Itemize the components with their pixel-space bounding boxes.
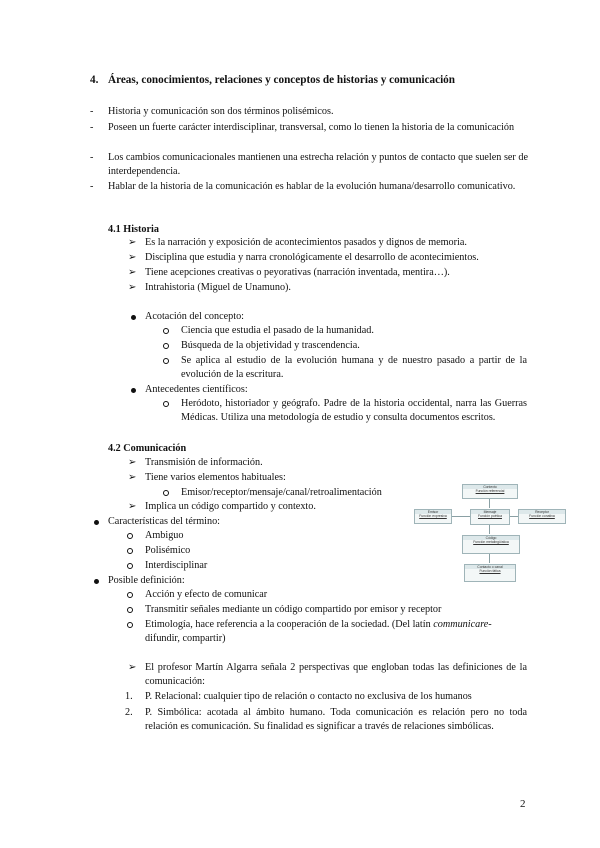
bullet-circle-icon bbox=[163, 328, 169, 334]
bullet-circle-icon bbox=[163, 490, 169, 496]
arrow-bullet-icon: ➢ bbox=[128, 457, 137, 468]
historia-arrow-item: Tiene acepciones creativas o peyorativas (narración inventada, mentira…). bbox=[145, 267, 450, 278]
arrow-bullet-icon: ➢ bbox=[128, 267, 137, 278]
comunicacion-heading: 4.2 Comunicación bbox=[108, 443, 187, 454]
antecedentes-item: Heródoto, historiador y geógrafo. Padre de la historia occidental, narra las Guerras Médicas. Utiliza una metodología de estudio y consulta documentos escritos. bbox=[181, 398, 527, 423]
historia-arrow-item: Intrahistoria (Miguel de Unamuno). bbox=[145, 282, 291, 293]
definicion-label: Posible definición: bbox=[108, 575, 185, 586]
bullet-circle-icon bbox=[163, 343, 169, 349]
historia-arrow-item: Disciplina que estudia y narra cronológicamente el desarrollo de acontecimientos. bbox=[145, 252, 479, 263]
comunicacion-arrow-item: Tiene varios elementos habituales: bbox=[145, 472, 286, 483]
diagram-box-context bbox=[462, 484, 518, 499]
dash-bullet: - bbox=[90, 152, 94, 163]
diagram-box-function: Función fática bbox=[479, 569, 501, 573]
caracteristicas-label: Características del término: bbox=[108, 516, 221, 527]
acotacion-label: Acotación del concepto: bbox=[145, 311, 245, 322]
caracteristica-item: Polisémico bbox=[145, 545, 191, 556]
diagram-box-title: Código bbox=[463, 536, 519, 540]
perspectiva-item: P. Relacional: cualquier tipo de relación o contacto no exclusiva de los humanos bbox=[145, 691, 472, 702]
diagram-box-function: Función poética bbox=[478, 514, 502, 518]
arrow-bullet-icon: ➢ bbox=[128, 282, 137, 293]
section-title: Áreas, conocimientos, relaciones y conceptos de historias y comunicación bbox=[108, 74, 455, 86]
intro-item: Los cambios comunicacionales mantienen una estrecha relación y puntos de contacto que suelen ser de interdependencia. bbox=[108, 152, 528, 177]
bullet-circle-icon bbox=[163, 401, 169, 407]
diagram-box-function: Función expresiva bbox=[419, 514, 447, 518]
communication-diagram bbox=[414, 478, 564, 582]
arrow-bullet-icon: ➢ bbox=[128, 472, 137, 483]
diagram-box-title: Receptor bbox=[519, 510, 565, 514]
elementos-item: Emisor/receptor/mensaje/canal/retroalimentación bbox=[181, 487, 382, 498]
bullet-circle-icon bbox=[127, 607, 133, 613]
bullet-circle-icon bbox=[127, 622, 133, 628]
definicion-item-continuation: difundir, compartir) bbox=[145, 633, 226, 644]
comunicacion-arrow-item: Implica un código compartido y contexto. bbox=[145, 501, 316, 512]
bullet-circle-icon bbox=[163, 358, 169, 364]
diagram-connector bbox=[489, 498, 490, 508]
etimologia-text: Etimología, hace referencia a la cooperación de la sociedad. (Del latín bbox=[145, 619, 434, 630]
arrow-bullet-icon: ➢ bbox=[128, 252, 137, 263]
bullet-circle-icon bbox=[127, 592, 133, 598]
diagram-box-function: Función metalingüística bbox=[473, 540, 509, 544]
intro-item: Hablar de la historia de la comunicación es hablar de la evolución humana/desarrollo comunicativo. bbox=[108, 181, 516, 192]
bullet-circle-icon bbox=[127, 563, 133, 569]
page-number: 2 bbox=[520, 798, 526, 810]
latin-term: communicare- bbox=[433, 619, 492, 630]
definicion-item bbox=[145, 618, 492, 632]
diagram-connector bbox=[489, 524, 490, 534]
diagram-box-title: Contacto o canal bbox=[465, 565, 515, 569]
bullet-dot-icon bbox=[94, 520, 99, 525]
acotacion-item: Se aplica al estudio de la evolución humana y de nuestro pasado a partir de la evolución de la escritura. bbox=[181, 355, 527, 380]
intro-item: Poseen un fuerte carácter interdisciplinar, transversal, como lo tienen la historia de la comunicación bbox=[108, 122, 515, 133]
arrow-bullet-icon: ➢ bbox=[128, 501, 137, 512]
bullet-dot-icon bbox=[131, 315, 136, 320]
intro-item: Historia y comunicación son dos términos polisémicos. bbox=[108, 106, 334, 117]
diagram-box-function: Función conativa bbox=[529, 514, 555, 518]
caracteristica-item: Ambiguo bbox=[145, 530, 184, 541]
dash-bullet: - bbox=[90, 106, 94, 117]
diagram-box-message bbox=[470, 509, 510, 525]
diagram-connector bbox=[489, 553, 490, 563]
diagram-box-sender bbox=[414, 509, 452, 524]
diagram-box-title: Emisor bbox=[415, 510, 451, 514]
caracteristica-item: Interdisciplinar bbox=[145, 560, 208, 571]
section-number: 4. bbox=[90, 74, 99, 86]
bullet-dot-icon bbox=[131, 388, 136, 393]
definicion-item: Acción y efecto de comunicar bbox=[145, 589, 268, 600]
algarra-paragraph: El profesor Martín Algarra señala 2 perspectivas que engloban todas las definiciones de la comunicación: bbox=[145, 662, 527, 687]
historia-heading: 4.1 Historia bbox=[108, 224, 159, 235]
perspectiva-item: P. Simbólica: acotada al ámbito humano. Toda comunicación es relación pero no toda relación es comunicación. Su finalidad es significar a través de relaciones simbólicas. bbox=[145, 707, 527, 732]
dash-bullet: - bbox=[90, 122, 94, 133]
antecedentes-label: Antecedentes científicos: bbox=[145, 384, 248, 395]
numbered-marker: 1. bbox=[125, 691, 133, 702]
diagram-box-title: Mensaje bbox=[471, 510, 509, 514]
historia-arrow-item: Es la narración y exposición de acontecimientos pasados y dignos de memoria. bbox=[145, 237, 467, 248]
diagram-box-title: Contexto bbox=[463, 485, 517, 489]
arrow-bullet-icon: ➢ bbox=[128, 237, 137, 248]
comunicacion-arrow-item: Transmisión de información. bbox=[145, 457, 263, 468]
diagram-box-receiver bbox=[518, 509, 566, 524]
acotacion-item: Ciencia que estudia el pasado de la humanidad. bbox=[181, 325, 374, 336]
bullet-circle-icon bbox=[127, 533, 133, 539]
arrow-bullet-icon: ➢ bbox=[128, 662, 137, 673]
diagram-box-contact bbox=[464, 564, 516, 582]
definicion-item: Transmitir señales mediante un código compartido por emisor y receptor bbox=[145, 604, 442, 615]
bullet-circle-icon bbox=[127, 548, 133, 554]
numbered-marker: 2. bbox=[125, 707, 133, 718]
diagram-box-code bbox=[462, 535, 520, 554]
bullet-dot-icon bbox=[94, 579, 99, 584]
dash-bullet: - bbox=[90, 181, 94, 192]
diagram-box-function: Función referencial bbox=[475, 489, 505, 493]
acotacion-item: Búsqueda de la objetividad y trascendencia. bbox=[181, 340, 360, 351]
